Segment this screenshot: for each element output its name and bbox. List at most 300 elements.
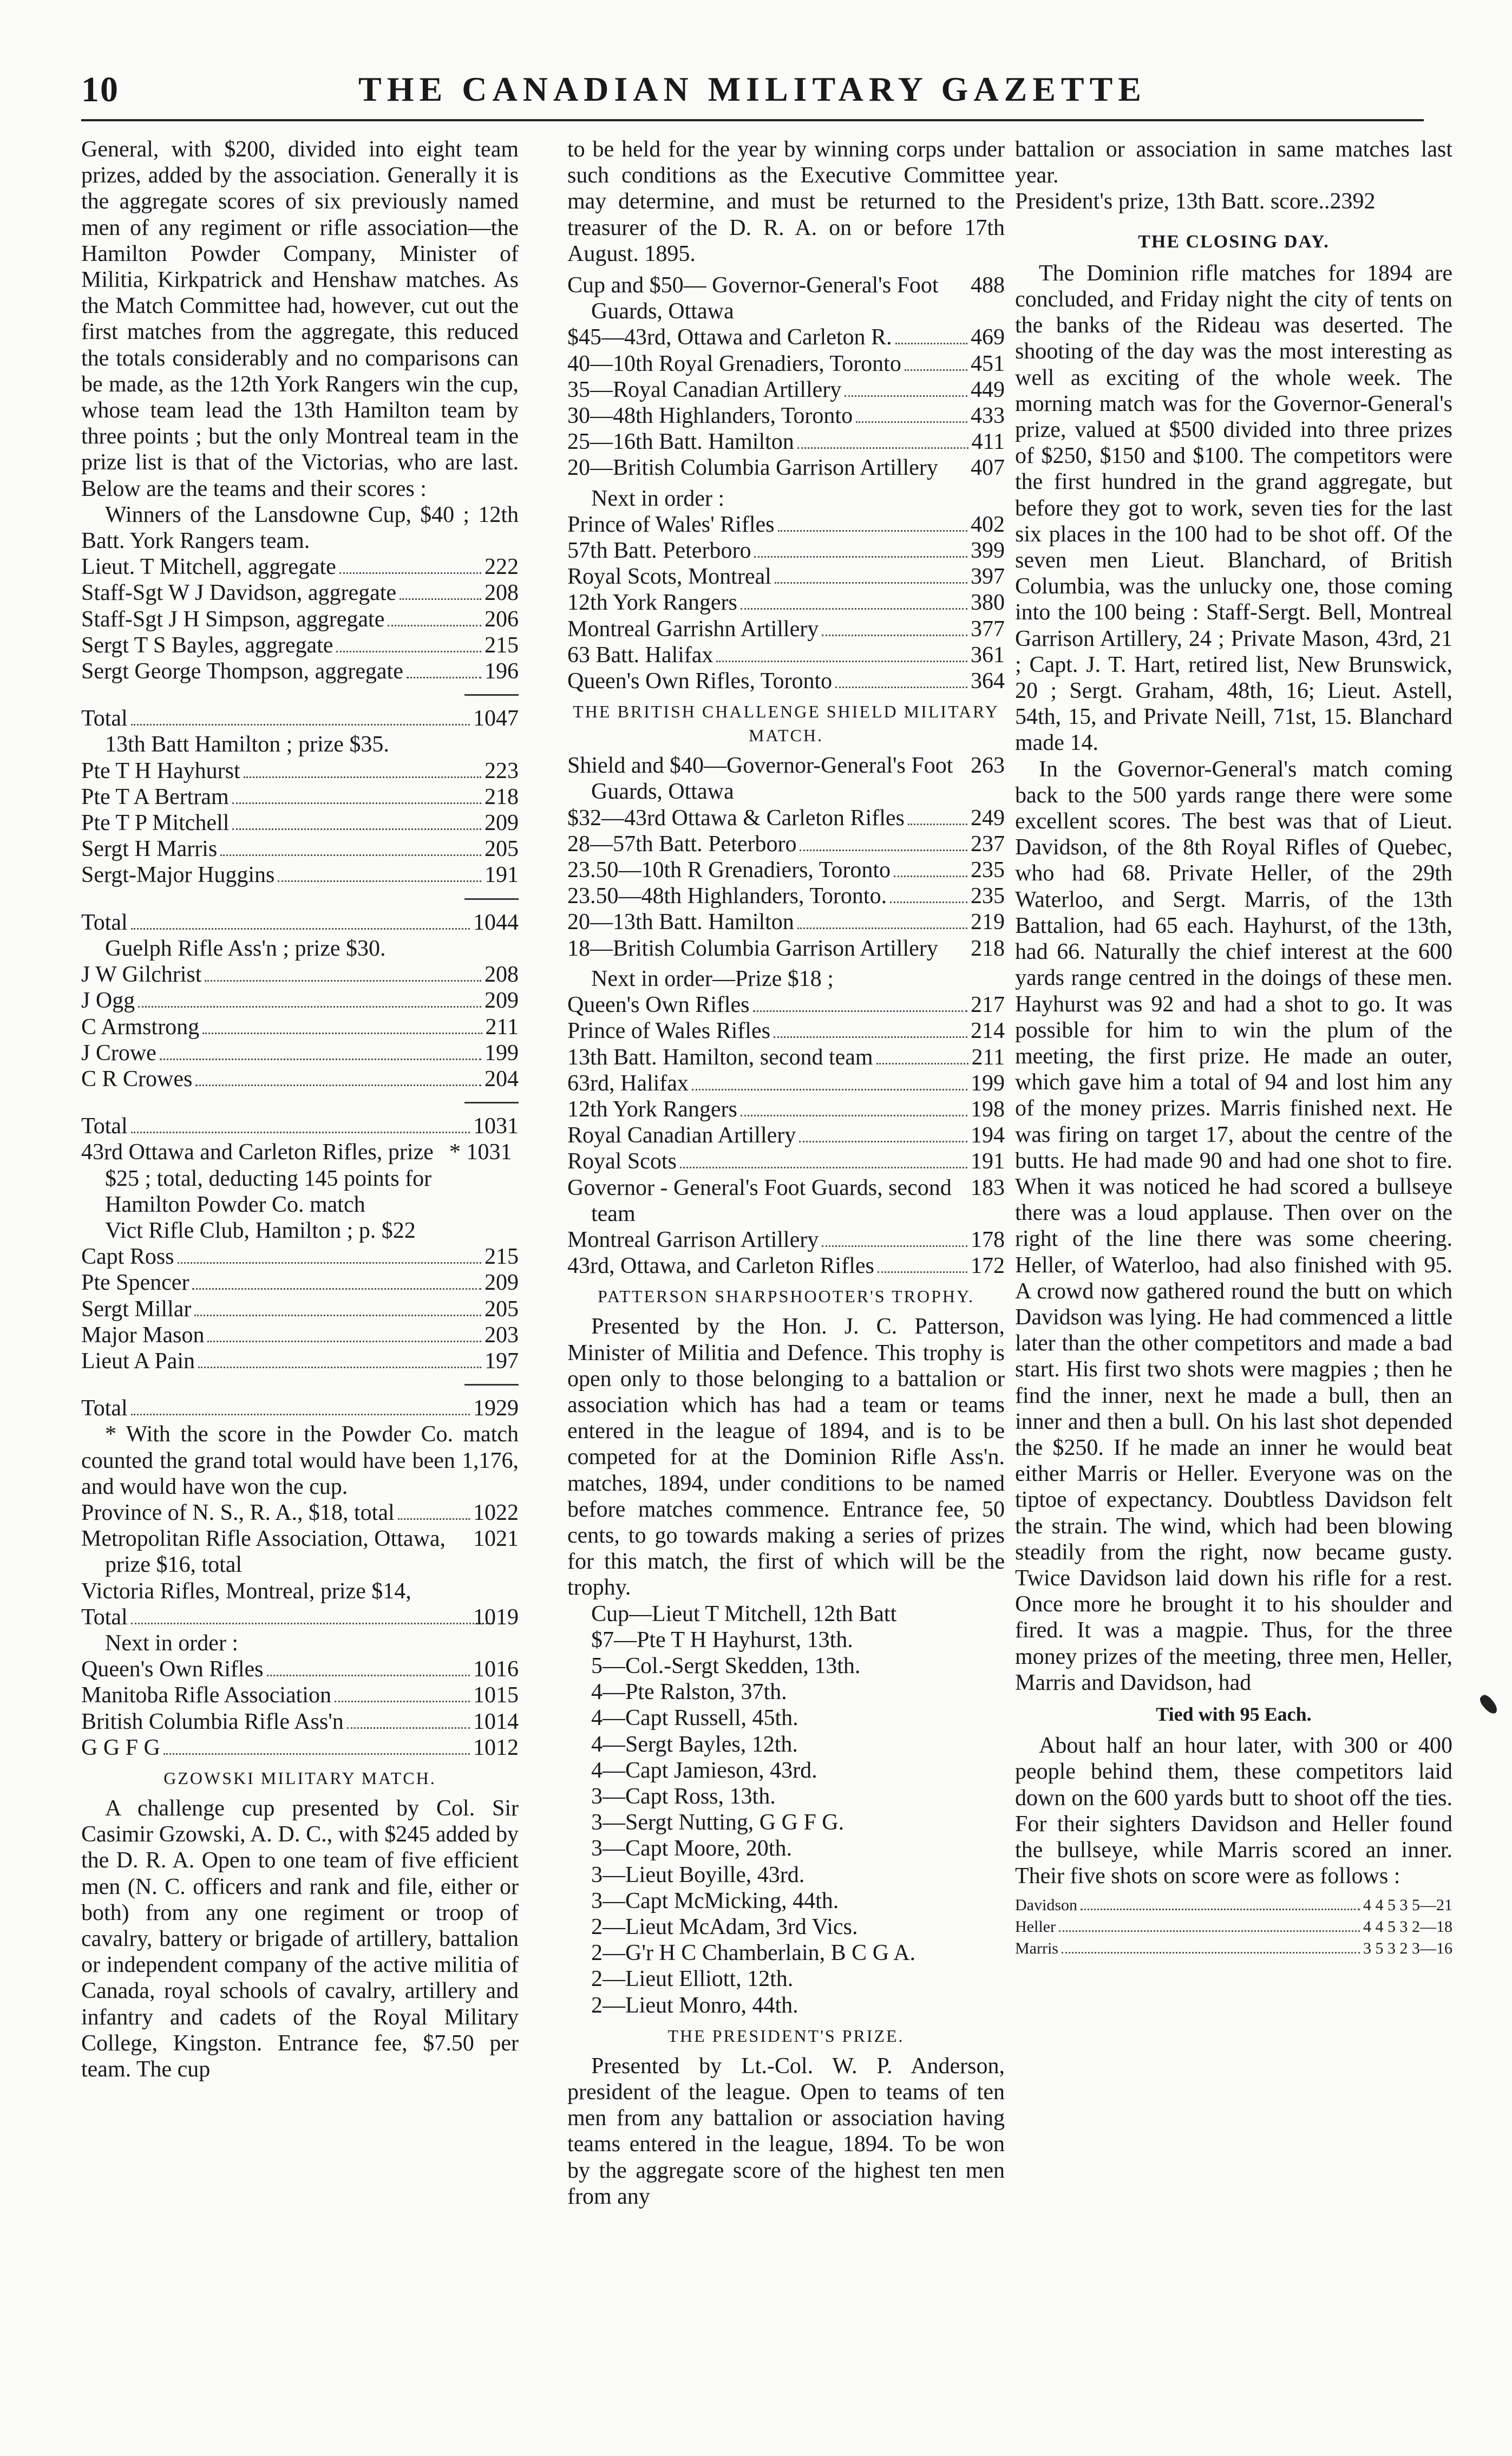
entry-score: 3 5 3 2 3—16 (1363, 1939, 1452, 1958)
team-text: Cup and $50— Governor-General's Foot Guards, Ottawa (567, 273, 939, 324)
score-line (567, 992, 1005, 1018)
team-heading: Vict Rifle Club, Hamilton ; p. $22 (105, 1218, 416, 1243)
entry-score: 222 (485, 554, 519, 580)
team-entry (567, 753, 1005, 805)
entry-score: 199 (485, 1040, 519, 1066)
score-line (567, 1096, 1005, 1122)
score-list (567, 992, 1005, 1174)
score-line (567, 351, 1005, 377)
dot-leader (178, 1262, 481, 1264)
entry-name: 20—13th Batt. Hamilton (567, 910, 794, 935)
entry-name: 63 Batt. Halifax (567, 642, 714, 668)
score-line (81, 632, 519, 658)
score-line (567, 1122, 1005, 1148)
next-in-order-label: Next in order : (591, 486, 725, 511)
entry-name: Pte T H Hayhurst (81, 758, 240, 783)
score-line (81, 580, 519, 606)
column-3 (1015, 136, 1452, 1959)
entry-name: 40—10th Royal Grenadiers, Toronto (567, 351, 901, 376)
intro-paragraph: battalion or association in same matches last year. (1015, 137, 1452, 188)
score-line (567, 831, 1005, 857)
section-heading: GZOWSKI MILITARY MATCH. (163, 1768, 436, 1788)
dot-leader (207, 1341, 481, 1342)
total-rule (464, 898, 519, 900)
dot-leader (220, 854, 481, 856)
dot-leader (194, 1315, 481, 1316)
prize-item: 4—Sergt Bayles, 12th. (591, 1732, 798, 1757)
entry-score: 1015 (473, 1683, 519, 1708)
team-score: 183 (971, 1175, 1005, 1200)
header-rule (81, 119, 1424, 121)
section-heading: THE BRITISH CHALLENGE SHIELD MILITARY MATCH. (573, 702, 999, 746)
score-line (81, 1656, 519, 1682)
score-line (567, 1070, 1005, 1096)
score-list (81, 758, 519, 889)
total-line (81, 706, 519, 731)
entry-name: C Armstrong (81, 1014, 200, 1040)
score-line (81, 1682, 519, 1708)
score-line (81, 706, 519, 731)
dot-leader (845, 395, 967, 397)
score-line (1015, 1938, 1452, 1959)
score-line (567, 377, 1005, 403)
score-line (567, 429, 1005, 455)
dot-leader (753, 1010, 967, 1012)
entry-name: Pte T A Bertram (81, 784, 229, 809)
gzowski-paragraph: A challenge cup presented by Col. Sir Casimir Gzowski, A. D. C., with $245 added by the D. R. A. Open to one team of five efficient men (N. C. officers and rank and file, either or both) from any one regiment or troop of cavalry, battery or brigade of artillery, battalion or independent company of the active militia of Canada, royal schools of cavalry, artillery and infantry and cadets of the Royal Military College, Kingston. Entrance fee, $7.50 per team. The cup (81, 1795, 519, 2082)
entry-name: Queen's Own Rifles (567, 992, 750, 1018)
score-line (81, 606, 519, 632)
score-list (81, 554, 519, 684)
entry-name: Heller (1015, 1918, 1056, 1936)
entry-name: 63rd, Halifax (567, 1070, 689, 1096)
score-line (567, 668, 1005, 694)
entry-name: Sergt H Marris (81, 837, 218, 862)
dot-leader (131, 1132, 470, 1133)
team-score: 263 (971, 753, 1005, 779)
entry-score: 209 (485, 988, 519, 1014)
entry-score: 198 (971, 1096, 1005, 1122)
dot-leader (205, 980, 481, 982)
column-2 (567, 136, 1005, 2210)
score-line (567, 857, 1005, 883)
entry-score: 402 (971, 512, 1005, 537)
dot-leader (905, 369, 967, 371)
page-title: THE CANADIAN MILITARY GAZETTE (358, 70, 1147, 108)
dot-leader (797, 927, 967, 929)
dot-leader (336, 651, 481, 652)
entry-score: 235 (971, 884, 1005, 909)
entry-score: 1022 (473, 1500, 519, 1525)
section-heading: THE PRESIDENT'S PRIZE. (667, 2026, 905, 2046)
entry-name: Manitoba Rifle Association (81, 1683, 331, 1708)
score-line (567, 909, 1005, 935)
section-heading: PATTERSON SHARPSHOOTER'S TROPHY. (597, 1286, 974, 1307)
entry-score: 209 (485, 1270, 519, 1296)
score-line (567, 805, 1005, 831)
column-1 (81, 136, 519, 2082)
team-text: Victoria Rifles, Montreal, prize $14, (81, 1578, 411, 1604)
team-heading: Guelph Rifle Ass'n ; prize $30. (105, 936, 386, 961)
score-line (81, 962, 519, 988)
entry-name: 13th Batt. Hamilton, second team (567, 1044, 873, 1070)
dot-leader (192, 1288, 481, 1290)
dot-leader (131, 1414, 470, 1415)
team-text: Shield and $40—Governor-General's Foot Guards, Ottawa (567, 753, 953, 805)
entry-score: 211 (971, 1044, 1005, 1070)
score-line (567, 1227, 1005, 1253)
entry-score: 223 (485, 758, 519, 783)
score-line (567, 883, 1005, 909)
team-entry (567, 936, 1005, 962)
prize-item: 5—Col.-Sergt Skedden, 13th. (591, 1653, 861, 1678)
dot-leader (160, 1059, 481, 1060)
score-line (567, 590, 1005, 616)
patterson-paragraph: Presented by the Hon. J. C. Patterson, Minister of Militia and Defence. This trophy is open only to those belonging to a battalion or association which has had a team or teams entered in the league of 1894, and is to be competed for at the Dominion Rifle Ass'n. matches, 1894, under conditions to be named before matches commence. Entrance fee, 50 cents, to go towards making a series of prizes for this match, the first of which will be the trophy. (567, 1314, 1005, 1601)
entry-score: 196 (485, 659, 519, 684)
score-line (567, 1253, 1005, 1279)
score-line (81, 1066, 519, 1092)
team-entry (81, 1139, 519, 1218)
total-line (81, 910, 519, 936)
prize-item: 4—Capt Russell, 45th. (591, 1706, 798, 1731)
dot-leader (800, 850, 967, 851)
score-line (81, 1014, 519, 1040)
next-in-order-label: Next in order—Prize $18 ; (591, 966, 834, 991)
score-line (81, 810, 519, 836)
team-total-line (81, 1604, 519, 1630)
entry-score: 4 4 5 3 5—21 (1363, 1896, 1452, 1915)
entry-score: 215 (485, 1244, 519, 1270)
dot-leader (131, 724, 470, 726)
footnote: * With the score in the Powder Co. match counted the grand total would have been 1,176, and would have won the cup. (81, 1422, 519, 1499)
entry-name: 57th Batt. Peterboro (567, 538, 751, 564)
entry-name: J Ogg (81, 988, 135, 1014)
entry-name: Queen's Own Rifles (81, 1657, 264, 1682)
entry-name: Royal Scots (567, 1149, 677, 1174)
entry-name: 12th York Rangers (567, 590, 737, 616)
score-list (81, 962, 519, 1092)
entry-score: 206 (485, 606, 519, 632)
entry-name: Montreal Garrishn Artillery (567, 616, 819, 642)
entry-name: C R Crowes (81, 1066, 193, 1092)
entry-score: 361 (971, 642, 1005, 668)
entry-score: 203 (485, 1322, 519, 1348)
dot-leader (797, 447, 968, 449)
score-line (81, 758, 519, 784)
dot-leader (835, 687, 967, 688)
entry-score: 364 (971, 669, 1005, 694)
prize-item: 3—Sergt Nutting, G G F G. (591, 1810, 845, 1836)
entry-name: Royal Scots, Montreal (567, 564, 771, 590)
entry-name: 25—16th Batt. Hamilton (567, 429, 794, 455)
team-entry (81, 1578, 519, 1630)
entry-name: Total (81, 706, 128, 731)
dot-leader (400, 598, 481, 600)
dot-leader (335, 1701, 470, 1702)
entry-name: 12th York Rangers (567, 1096, 737, 1122)
dot-leader (339, 572, 481, 574)
score-line (81, 1040, 519, 1066)
entry-score: 4 4 5 3 2—18 (1363, 1918, 1452, 1936)
entry-name: Staff-Sgt J H Simpson, aggregate (81, 606, 385, 632)
entry-name: 43rd, Ottawa, and Carleton Rifles (567, 1253, 874, 1279)
entry-score: 1031 (473, 1114, 519, 1139)
prize-item: 3—Lieut Boyille, 43rd. (591, 1862, 805, 1887)
score-line (1015, 1895, 1452, 1916)
score-line (567, 1018, 1005, 1044)
score-line (567, 1044, 1005, 1070)
score-line (81, 554, 519, 580)
total-rule (464, 1102, 519, 1103)
dot-leader (894, 876, 967, 877)
score-line (567, 538, 1005, 564)
dot-leader (716, 661, 967, 662)
dot-leader (388, 625, 481, 626)
entry-name: $45—43rd, Ottawa and Carleton R. (567, 325, 892, 350)
entry-score: 451 (971, 351, 1005, 376)
dot-leader (163, 1753, 470, 1755)
entry-score: 208 (485, 962, 519, 988)
total-line (81, 1500, 519, 1526)
prize-item: 2—Lieut Elliott, 12th. (591, 1967, 794, 1992)
prize-item: 3—Capt McMicking, 44th. (591, 1888, 839, 1913)
dot-leader (1059, 1930, 1360, 1932)
entry-score: 208 (485, 580, 519, 606)
entry-score: 397 (971, 564, 1005, 590)
shots-table (1015, 1895, 1452, 1959)
dot-leader (232, 828, 481, 830)
closing-paragraph-1: The Dominion rifle matches for 1894 are concluded, and Friday night the city of tents on the banks of the Rideau was deserted. The shooting of the day was the most interesting as well as exciting of the whole week. The morning match was for the Governor-General's prize, valued at $500 divided into three prizes of $250, $150 and $100. The competitors were the first hundred in the grand aggregate, but before they got to work, seven ties for the last six places in the 100 had to be shot off. Of the seven men Lieut. Blanchard, of British Columbia, was the unlucky one, those coming into the 100 being : Staff-Sergt. Bell, Montreal Garrison Artillery, 24 ; Private Mason, 43rd, 21 ; Capt. J. T. Hart, retired list, New Brunswick, 20 ; Sergt. Graham, 48th, 16; Lieut. Astell, 54th, 15, and Private Neill, 71st, 15. Blanchard made 14. (1015, 260, 1452, 756)
entry-score: 1014 (473, 1709, 519, 1734)
dot-leader (347, 1727, 470, 1729)
entry-name: Capt Ross (81, 1244, 174, 1270)
team-text: Governor - General's Foot Guards, second team (567, 1175, 952, 1226)
prize-item: Cup—Lieut T Mitchell, 12th Batt (591, 1601, 897, 1627)
intro-paragraph: to be held for the year by winning corps under such conditions as the Executive Committee may determine, and must be returned to the treasurer of the D. R. A. on or before 17th August. 1895. (567, 137, 1005, 266)
dot-leader (131, 1623, 494, 1624)
entry-score: 205 (485, 837, 519, 862)
team-score: * 1031 (449, 1140, 512, 1165)
entry-score: 218 (485, 784, 519, 809)
prize-list (567, 1601, 1005, 2019)
entry-score: 1044 (473, 910, 519, 935)
entry-score: 199 (971, 1070, 1005, 1096)
score-line (81, 910, 519, 936)
entry-score: 172 (971, 1253, 1005, 1279)
entry-score: 194 (971, 1123, 1005, 1148)
entry-score: 215 (485, 632, 519, 658)
team-score: 1019 (473, 1604, 519, 1630)
score-line (81, 1113, 519, 1139)
ink-mark (1477, 1693, 1500, 1716)
section-heading: THE CLOSING DAY. (1138, 231, 1330, 252)
entry-score: 469 (971, 325, 1005, 350)
entry-name: $32—43rd Ottawa & Carleton Rifles (567, 805, 905, 831)
entry-score: 197 (485, 1348, 519, 1374)
intro-paragraph: General, with $200, divided into eight team prizes, added by the association. Generally it is the aggregate scores of six previously named men of any regiment or rifle association—the Hamilton Powder Company, Minister of Militia, Kirkpatrick and Henshaw matches. As the Match Committee had, however, cut out the first matches from the aggregate, this reduced the totals considerably and no comparisons can be made, as the 12th York Rangers win the cup, whose team lead the 13th Hamilton team by three points ; but the only Montreal team in the prize list is that of the Victorias, who are last. Below are the teams and their scores : (81, 137, 519, 501)
dot-leader (741, 608, 967, 610)
score-line (81, 658, 519, 684)
president-paragraph: Presented by Lt.-Col. W. P. Anderson, president of the league. Open to teams of ten men from any battalion or association having teams entered in the league, 1894. To be won by the aggregate score of the highest ten men from any (567, 2053, 1005, 2209)
entry-name: Total (81, 910, 128, 935)
dot-leader (278, 880, 481, 882)
dot-leader (856, 421, 967, 423)
entry-name: Total (81, 1396, 128, 1421)
next-in-order-label: Next in order : (105, 1630, 239, 1656)
total-line (81, 1113, 519, 1139)
score-list (567, 324, 1005, 455)
score-line (81, 1348, 519, 1374)
dot-leader (822, 1245, 967, 1247)
entry-name: Sergt Millar (81, 1296, 192, 1322)
score-line (81, 1709, 519, 1735)
dot-leader (895, 343, 967, 344)
entry-score: 217 (971, 992, 1005, 1018)
prize-item: 2—Lieut Monro, 44th. (591, 1993, 798, 2018)
total-rule (464, 1384, 519, 1386)
dot-leader (138, 1006, 481, 1008)
team-text: 43rd Ottawa and Carleton Rifles, prize $25 ; total, deducting 145 points for Hamilton Powder Co. match (81, 1140, 434, 1217)
entry-score: 214 (971, 1018, 1005, 1044)
entry-score: 191 (971, 1149, 1005, 1174)
score-list (567, 805, 1005, 936)
entry-score: 237 (971, 831, 1005, 857)
entry-score: 399 (971, 538, 1005, 564)
entry-name: Lieut A Pain (81, 1348, 195, 1374)
score-line (81, 1500, 519, 1526)
dot-leader (232, 802, 481, 804)
entry-name: 23.50—48th Highlanders, Toronto. (567, 884, 887, 909)
winners-line: Winners of the Lansdowne Cup, $40 ; 12th Batt. York Rangers team. (81, 502, 519, 554)
score-line (81, 784, 519, 810)
prize-item: 2—G'r H C Chamberlain, B C G A. (591, 1941, 916, 1966)
score-line (81, 1322, 519, 1348)
dot-leader (244, 776, 481, 778)
team-entry (567, 1175, 1005, 1227)
score-line (567, 616, 1005, 642)
entry-name: British Columbia Rifle Ass'n (81, 1709, 344, 1734)
entry-name: Davidson (1015, 1896, 1077, 1915)
dot-leader (878, 1271, 967, 1273)
dot-leader (822, 635, 967, 636)
entry-score: 249 (971, 805, 1005, 831)
entry-score: 235 (971, 858, 1005, 883)
entry-name: Province of N. S., R. A., $18, total (81, 1500, 395, 1525)
team-score: 407 (971, 455, 1005, 481)
prize-item: $7—Pte T H Hayhurst, 13th. (591, 1627, 853, 1652)
team-score: 218 (971, 936, 1005, 961)
entry-score: 219 (971, 910, 1005, 935)
dot-leader (741, 1115, 967, 1116)
closing-paragraph-2: In the Governor-General's match coming back to the 500 yards range there were some excellent scores. The best was that of Lieut. Davidson, of the 8th Royal Rifles of Quebec, who had 68. Private Heller, of the 29th Waterloo, and Sergt. Marris, of the 13th Battalion, had 65 each. Hayhurst, of the 13th, had 66. Naturally the chief interest at the 600 yards range centred in the doings of these men. Hayhurst was 92 and had a shot to go. It was possible for him to win the plum of the meeting, the first prize. He made an outer, which gave him a total of 94 and lost him any of the money prizes. Marris finished next. He was firing on target 17, about the centre of the butts. He had made 90 and had one shot to fire. When it was noticed he had scored a bullseye there was a loud applause. Then over on the right of the line there was some cheering. Heller, of Waterloo, had also finished with 95. A crowd now gathered round the butt on which Davidson was lying. He had commenced a little later than the other competitors and made a bad start. His first two shots were magpies ; then he find the inner, next he made a bull, then an inner and then a bull. On his last shot depended the $250. If he made an inner he would beat either Marris or Heller. Everyone was on the tiptoe of expectancy. Doubtless Davidson felt the strain. The wind, which had been blowing steadily from the right, now became gusty. Twice Davidson laid down his rifle for a rest. Once more he brought it to his shoulder and fired. It was a magpie. Thus, for the three money prizes of the meeting, three men, Heller, Marris and Davidson, had (1015, 756, 1452, 1695)
entry-name: Staff-Sgt W J Davidson, aggregate (81, 580, 397, 606)
score-line (81, 1395, 519, 1421)
dot-leader (407, 677, 481, 678)
entry-score: 411 (971, 429, 1005, 455)
closing-paragraph-3: About half an hour later, with 300 or 400 people behind them, these competitors laid down on the 600 yards butt to shoot off the ties. For their sighters Davidson and Heller found the bullseye, while Marris scored an inner. Their five shots on score were as follows : (1015, 1733, 1452, 1889)
entry-name: 28—57th Batt. Peterboro (567, 831, 797, 857)
entry-name: Marris (1015, 1939, 1058, 1958)
dot-leader (680, 1167, 967, 1168)
team-entry (567, 272, 1005, 324)
entry-name: Sergt George Thompson, aggregate (81, 659, 403, 684)
score-line (81, 1296, 519, 1322)
entry-name: Royal Canadian Artillery (567, 1123, 796, 1148)
score-line (567, 642, 1005, 668)
score-line (1015, 1916, 1452, 1938)
entry-name: Lieut. T Mitchell, aggregate (81, 554, 336, 580)
entry-score: 1012 (473, 1735, 519, 1760)
dot-leader (908, 824, 967, 825)
entry-name: Total (81, 1114, 128, 1139)
score-line (81, 1244, 519, 1270)
entry-name: J W Gilchrist (81, 962, 202, 988)
entry-name: G G F G (81, 1735, 160, 1760)
score-line (567, 564, 1005, 590)
dot-leader (195, 1085, 481, 1086)
total-line (81, 1395, 519, 1421)
total-rule (464, 694, 519, 696)
score-list (567, 1227, 1005, 1279)
entry-name: Prince of Wales Rifles (567, 1018, 770, 1044)
score-list (81, 1244, 519, 1374)
prize-item: 3—Capt Moore, 20th. (591, 1836, 792, 1861)
entry-name: 30—48th Highlanders, Toronto (567, 403, 853, 429)
entry-score: 377 (971, 616, 1005, 642)
page-header (81, 69, 1424, 118)
president-prize-line: President's prize, 13th Batt. score..2392 (1015, 189, 1376, 214)
entry-name: 35—Royal Canadian Artillery (567, 377, 842, 402)
team-text: Metropolitan Rifle Association, Ottawa, prize $16, total (81, 1526, 446, 1578)
entry-name: Pte Spencer (81, 1270, 189, 1296)
dot-leader (692, 1089, 967, 1090)
score-line (81, 1270, 519, 1296)
entry-name: Prince of Wales' Rifles (567, 512, 775, 537)
section-heading: Tied with 95 Each. (1156, 1703, 1312, 1725)
team-score: 1021 (473, 1526, 519, 1552)
entry-score: 204 (485, 1066, 519, 1092)
score-line (567, 324, 1005, 350)
entry-name: Pte T P Mitchell (81, 811, 230, 836)
entry-name: J Crowe (81, 1040, 156, 1066)
prize-item: 2—Lieut McAdam, 3rd Vics. (591, 1915, 858, 1939)
entry-name: Sergt T S Bayles, aggregate (81, 632, 333, 658)
score-line (567, 1148, 1005, 1174)
entry-score: 178 (971, 1227, 1005, 1252)
entry-score: 191 (485, 863, 519, 888)
dot-leader (778, 530, 968, 532)
prize-item: 4—Capt Jamieson, 43rd. (591, 1758, 817, 1783)
dot-leader (1081, 1909, 1360, 1910)
entry-score: 1016 (473, 1657, 519, 1682)
entry-score: 380 (971, 590, 1005, 616)
team-heading: 13th Batt Hamilton ; prize $35. (105, 732, 389, 757)
entry-name: Queen's Own Rifles, Toronto (567, 669, 833, 694)
team-text: 20—British Columbia Garrison Artillery (567, 455, 938, 481)
score-list (567, 512, 1005, 694)
entry-score: 433 (971, 403, 1005, 429)
score-list (81, 1656, 519, 1761)
score-line (81, 1735, 519, 1761)
entry-name: Montreal Garrison Artillery (567, 1227, 819, 1252)
entry-name: Sergt-Major Huggins (81, 863, 275, 888)
dot-leader (202, 1033, 482, 1034)
dot-leader (267, 1675, 470, 1676)
score-line (81, 862, 519, 888)
entry-score: 449 (971, 377, 1005, 402)
entry-score: 211 (485, 1014, 519, 1040)
